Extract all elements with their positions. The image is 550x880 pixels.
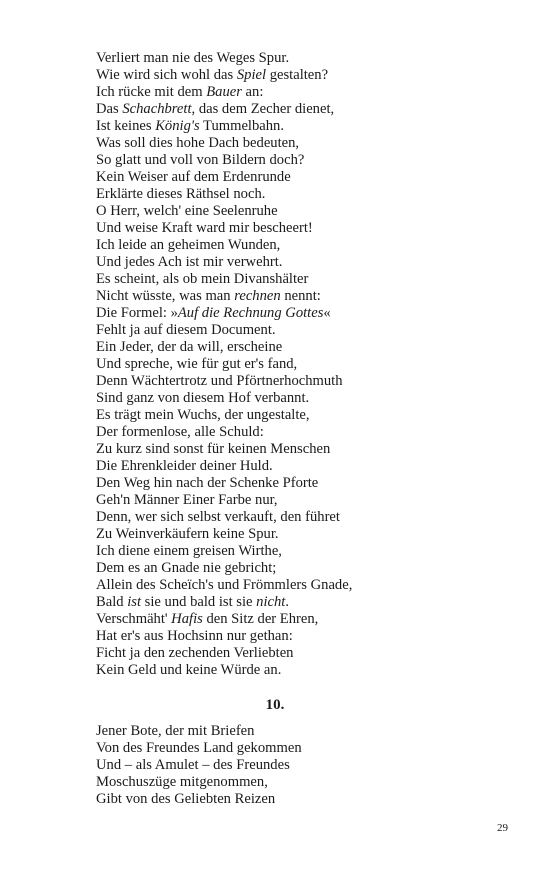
line-text: Geh'n Männer Einer Farbe nur,	[96, 492, 278, 508]
line-text: den Sitz der Ehren,	[202, 611, 319, 627]
poem-line	[96, 220, 313, 237]
section-heading: 10.	[265, 697, 285, 713]
line-text: an:	[241, 84, 264, 100]
line-text: Das	[96, 101, 123, 117]
poem-line	[96, 305, 331, 322]
line-text: Und – als Amulet – des Freundes	[96, 757, 290, 773]
poem-line	[96, 740, 302, 757]
italic-text: Hafis	[171, 611, 203, 627]
line-text: Bald	[96, 594, 128, 610]
poem-line	[96, 288, 321, 305]
line-text: Ich rücke mit dem	[96, 84, 207, 100]
line-text: Hat er's aus Hochsinn nur gethan:	[96, 628, 293, 644]
line-text: Erklärte dieses Räthsel noch.	[96, 186, 266, 202]
poem-line	[96, 645, 293, 662]
poem-line	[96, 723, 254, 740]
line-text: , das dem Zecher dienet,	[191, 101, 335, 117]
poem-line	[96, 424, 264, 441]
line-text: nennt:	[280, 288, 321, 304]
line-text: Zu Weinverkäufern keine Spur.	[96, 526, 279, 542]
italic-text: König's	[155, 118, 200, 134]
line-text: «	[323, 305, 331, 321]
line-text: Was soll dies hohe Dach bedeuten,	[96, 135, 300, 151]
line-text: Verschmäht'	[96, 611, 172, 627]
poem-line	[96, 791, 275, 808]
line-text: Moschuszüge mitgenommen,	[96, 774, 268, 790]
poem-line	[96, 169, 291, 186]
line-text: O Herr, welch' eine Seelenruhe	[96, 203, 278, 219]
line-text: Kein Geld und keine Würde an.	[96, 662, 282, 678]
line-text: Von des Freundes Land gekommen	[96, 740, 302, 756]
poem-line	[96, 526, 279, 543]
line-text: So glatt und voll von Bildern doch?	[96, 152, 305, 168]
poem-line	[96, 543, 282, 560]
poem-line	[96, 135, 299, 152]
line-text: Die Formel: »	[96, 305, 178, 321]
line-text: Sind ganz von diesem Hof verbannt.	[96, 390, 310, 406]
line-text: Es scheint, als ob mein Divanshälter	[96, 271, 309, 287]
poem-line	[96, 322, 276, 339]
line-text: sie und bald ist sie	[141, 594, 257, 610]
poem-line	[96, 774, 268, 791]
poem-line	[96, 339, 282, 356]
poem-line	[96, 237, 280, 254]
line-text: Zu kurz sind sonst für keinen Menschen	[96, 441, 331, 457]
line-text: Den Weg hin nach der Schenke Pforte	[96, 475, 319, 491]
line-text: Es trägt mein Wuchs, der ungestalte,	[96, 407, 310, 423]
italic-text: Auf die Rechnung Gottes	[177, 305, 324, 321]
poem-line	[96, 594, 289, 611]
line-text: Und jedes Ach ist mir verwehrt.	[96, 254, 283, 270]
italic-text: nicht	[256, 594, 286, 610]
poem-line	[96, 101, 334, 118]
poem-line	[96, 407, 310, 424]
poem-line	[96, 373, 343, 390]
line-text: Und spreche, wie für gut er's fand,	[96, 356, 298, 372]
poem-line	[96, 662, 281, 679]
poem-line	[96, 84, 263, 101]
poem-line	[96, 186, 265, 203]
line-text: Gibt von des Geliebten Reizen	[96, 791, 276, 807]
poem-line	[96, 390, 309, 407]
line-text: Denn Wächtertrotz und Pförtnerhochmuth	[96, 373, 343, 389]
poem-line	[96, 560, 276, 577]
poem-line	[96, 254, 282, 271]
poem-line	[96, 611, 318, 628]
poem-line	[96, 67, 328, 84]
poem-line	[96, 475, 318, 492]
italic-text: Spiel	[236, 67, 267, 83]
italic-text: Bauer	[206, 84, 242, 100]
poem-line	[96, 628, 293, 645]
poem-line	[96, 356, 297, 373]
line-text: Ich leide an geheimen Wunden,	[96, 237, 281, 253]
poem-line	[96, 152, 304, 169]
poem-line	[96, 509, 340, 526]
line-text: Dem es an Gnade nie gebricht;	[96, 560, 277, 576]
poem-line	[96, 441, 330, 458]
italic-text: ist	[127, 594, 142, 610]
poem-line	[96, 271, 308, 288]
line-text: Ein Jeder, der da will, erscheine	[96, 339, 283, 355]
line-text: Kein Weiser auf dem Erdenrunde	[96, 169, 291, 185]
line-text: Und weise Kraft ward mir bescheert!	[96, 220, 313, 236]
line-text: .	[285, 594, 289, 610]
line-text: Nicht wüsste, was man	[96, 288, 235, 304]
poem-line	[96, 492, 278, 509]
italic-text: Schachbrett	[122, 101, 192, 117]
line-text: Ist keines	[96, 118, 156, 134]
poem-line	[96, 50, 289, 67]
line-text: Tummelbahn.	[199, 118, 285, 134]
line-text: Jener Bote, der mit Briefen	[96, 723, 255, 739]
line-text: Verliert man nie des Weges Spur.	[96, 50, 290, 66]
line-text: Allein des Scheïch's und Frömmlers Gnade,	[96, 577, 353, 593]
line-text: Wie wird sich wohl das	[96, 67, 237, 83]
line-text: Fehlt ja auf diesem Document.	[96, 322, 276, 338]
poem-line	[96, 118, 284, 135]
poem-line	[96, 203, 278, 220]
italic-text: rechnen	[234, 288, 281, 304]
poem-line	[96, 458, 273, 475]
line-text: gestalten?	[266, 67, 329, 83]
line-text: Der formenlose, alle Schuld:	[96, 424, 264, 440]
line-text: Denn, wer sich selbst verkauft, den führet	[96, 509, 340, 525]
poem-line	[96, 757, 290, 774]
line-text: Die Ehrenkleider deiner Huld.	[96, 458, 273, 474]
line-text: Ich diene einem greisen Wirthe,	[96, 543, 282, 559]
page-number: 29	[497, 822, 508, 834]
line-text: Ficht ja den zechenden Verliebten	[96, 645, 294, 661]
poem-line	[96, 577, 352, 594]
